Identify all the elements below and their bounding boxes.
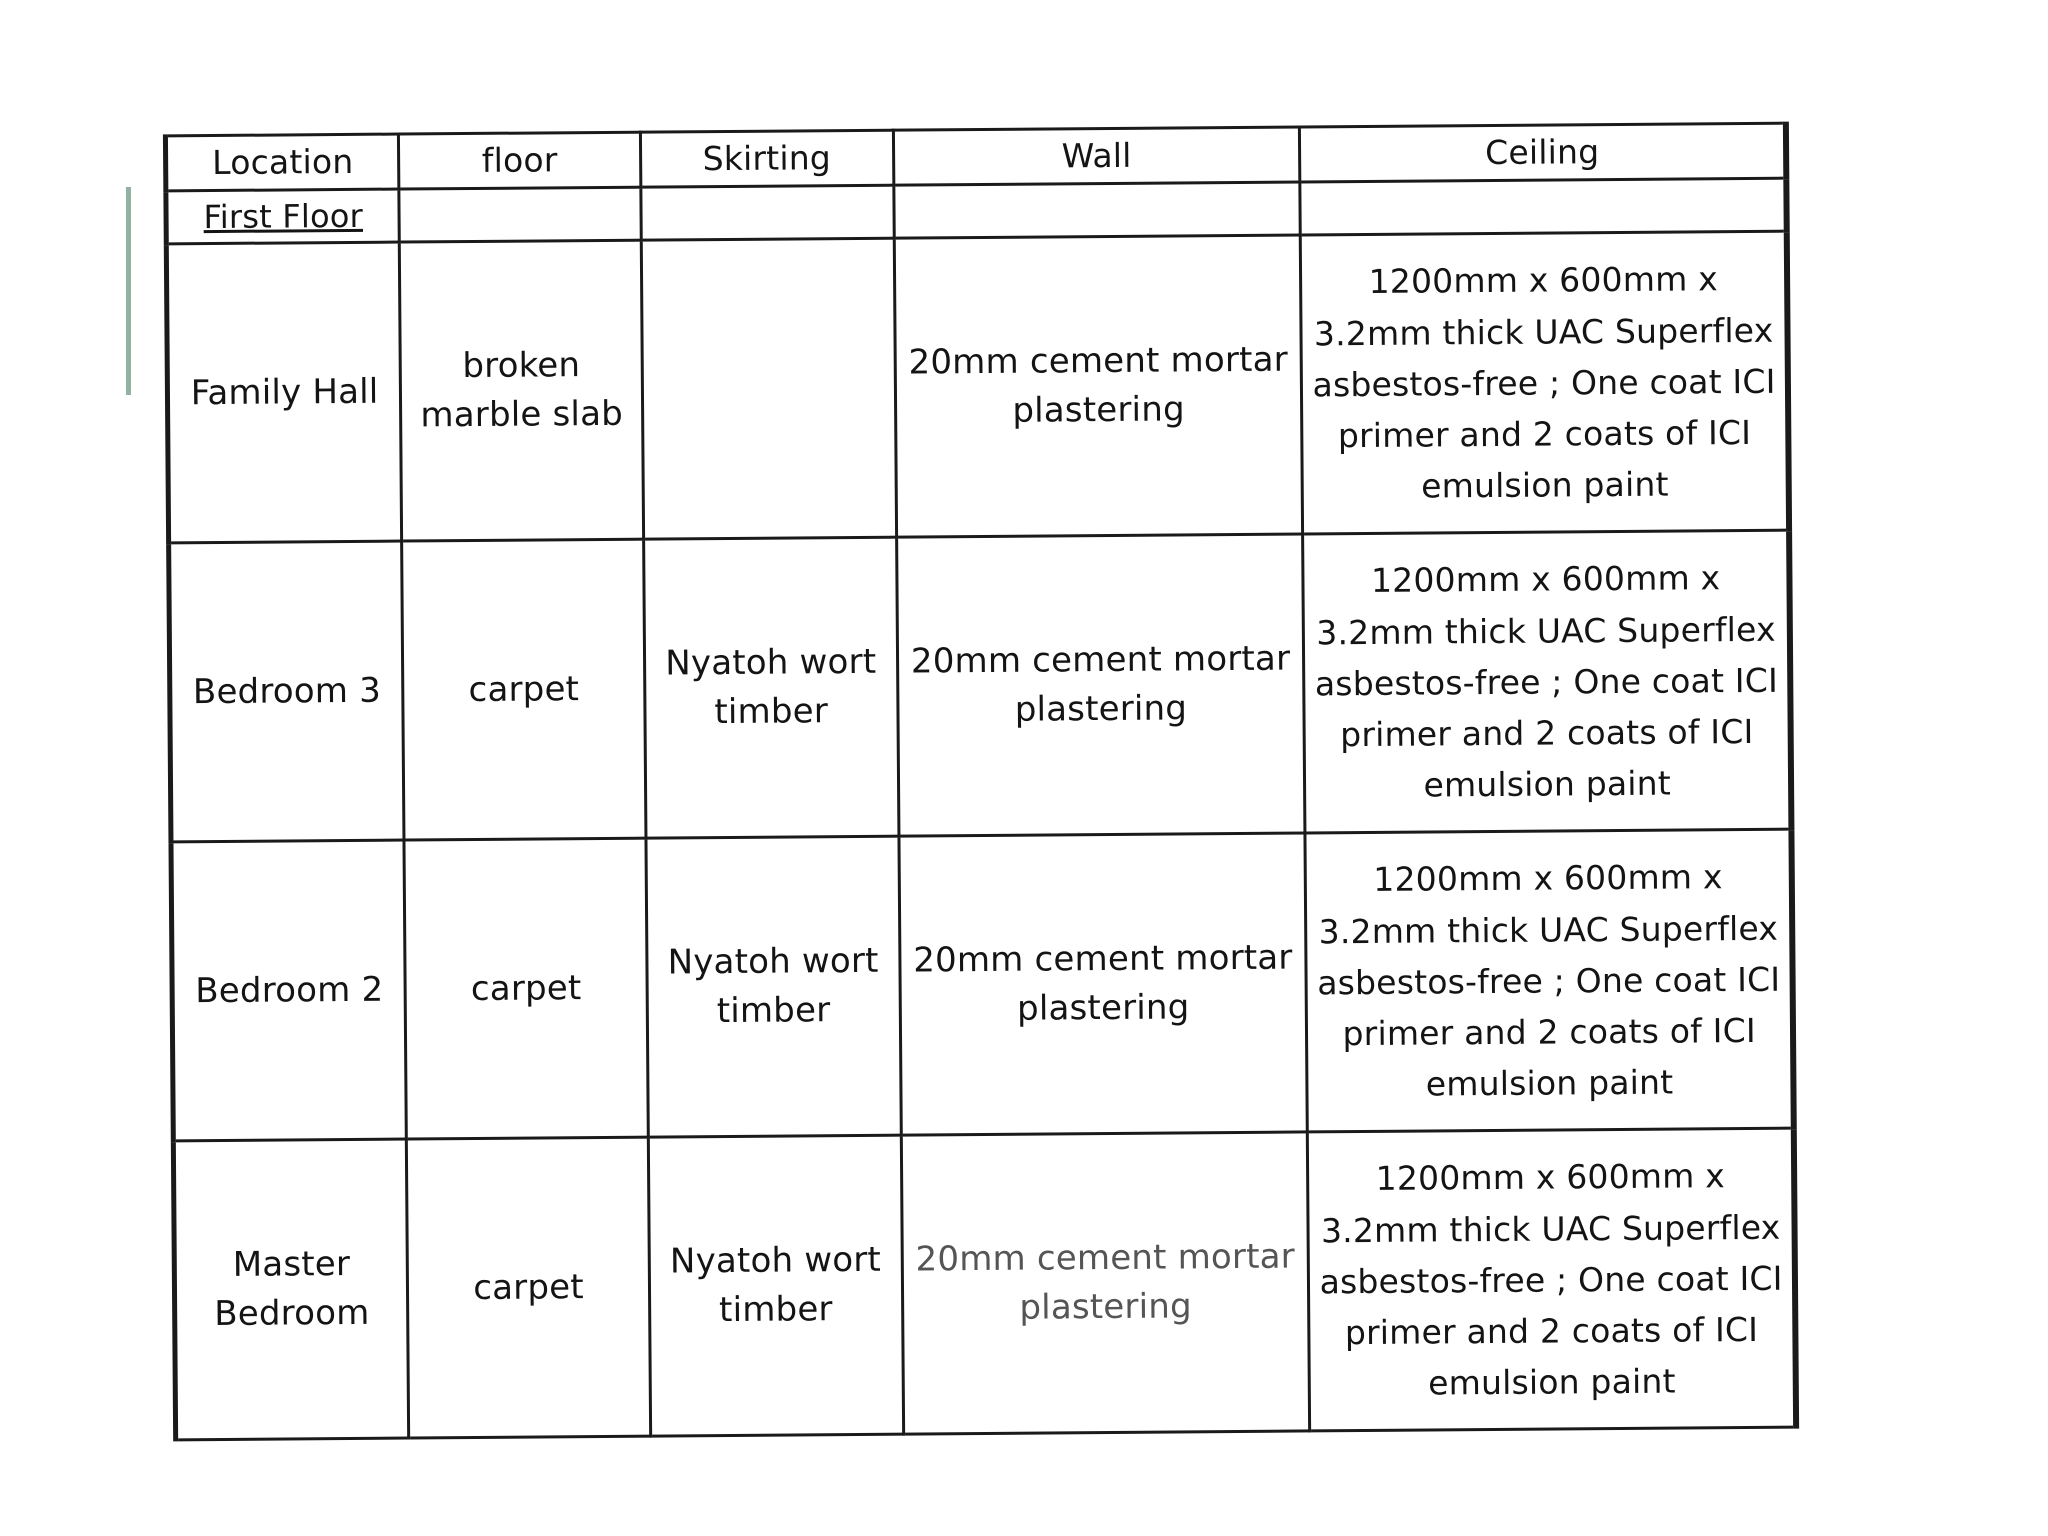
cell-ceiling: 1200mm x 600mm x 3.2mm thick UAC Superflex asbestos-free ; One coat ICI primer and 2 coats of ICI emulsion paint [1308,1128,1797,1431]
cell-ceiling: 1200mm x 600mm x 3.2mm thick UAC Superflex asbestos-free ; One coat ICI primer and 2 coats of ICI emulsion paint [1305,829,1794,1132]
cell-floor: broken marble slab [400,240,644,541]
cell-skirting [641,238,896,539]
cell-wall: 20mm cement mortar plastering [901,1132,1310,1434]
cell-wall: 20mm cement mortar plastering [896,534,1305,836]
header-location: Location [165,134,399,191]
header-skirting: Skirting [640,130,893,187]
section-empty-cell [1300,178,1787,235]
header-ceiling: Ceiling [1300,123,1787,182]
cell-location: Master Bedroom [173,1139,409,1440]
cell-location: Family Hall [166,242,402,543]
finishes-schedule-table [163,122,1799,1442]
section-label-cell [166,189,400,244]
cell-skirting: Nyatoh wort timber [646,836,901,1137]
cell-skirting: Nyatoh wort timber [643,537,898,838]
table-row [169,530,1792,842]
table-row [166,231,1789,543]
cell-location: Bedroom 3 [169,541,405,842]
table-row [173,1128,1796,1440]
cell-floor: carpet [402,539,646,840]
section-empty-cell [399,187,641,242]
cell-floor: carpet [404,838,648,1139]
header-wall: Wall [893,127,1300,185]
scanned-finishes-table [163,122,1799,1435]
cell-wall: 20mm cement mortar plastering [894,235,1303,537]
section-empty-cell [893,182,1300,239]
cell-skirting: Nyatoh wort timber [648,1135,903,1436]
cell-ceiling: 1200mm x 600mm x 3.2mm thick UAC Superflex asbestos-free ; One coat ICI primer and 2 coats of ICI emulsion paint [1301,231,1790,534]
section-empty-cell [641,185,894,240]
cell-ceiling: 1200mm x 600mm x 3.2mm thick UAC Superflex asbestos-free ; One coat ICI primer and 2 coats of ICI emulsion paint [1303,530,1792,833]
header-floor: floor [399,132,641,189]
slide-accent-bar [126,187,131,395]
cell-location: Bedroom 2 [171,840,407,1141]
cell-floor: carpet [407,1137,651,1438]
table-row [171,829,1794,1141]
cell-wall: 20mm cement mortar plastering [899,833,1308,1135]
section-label: First Floor [203,196,364,236]
